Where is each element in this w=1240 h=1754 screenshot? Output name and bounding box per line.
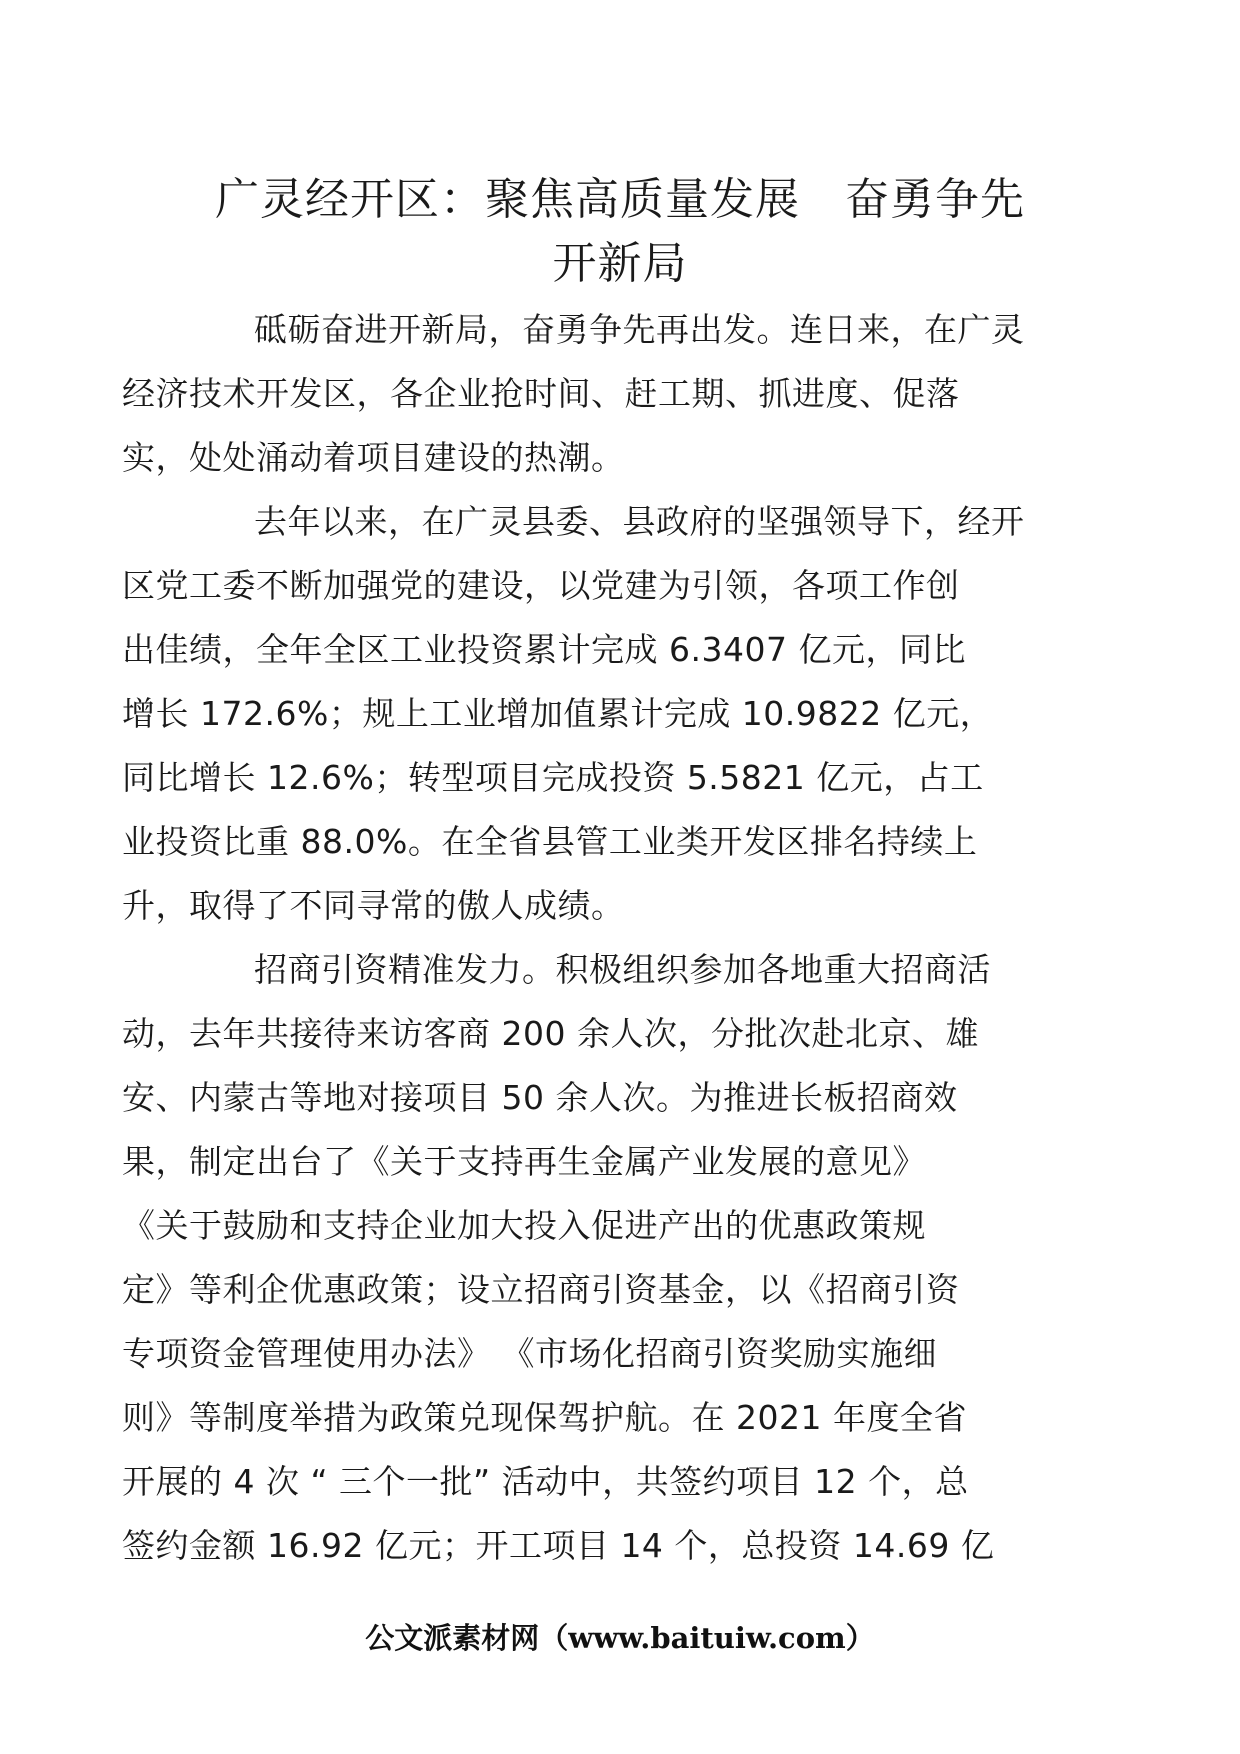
- title-line-1: 广灵经开区：聚焦高质量发展 奋勇争先: [215, 174, 1025, 225]
- body-paragraph: [122, 938, 1058, 1578]
- paragraph-line: 出佳绩，全年全区工业投资累计完成 6.3407 亿元，同比: [122, 630, 966, 669]
- body-paragraph: [122, 490, 1058, 938]
- paragraph-line: 去年以来，在广灵县委、县政府的坚强领导下，经开: [254, 502, 1025, 541]
- paragraph-line: 同比增长 12.6%；转型项目完成投资 5.5821 亿元，占工: [122, 758, 984, 797]
- body-paragraph: [122, 298, 1058, 490]
- paragraph-line: 区党工委不断加强党的建设，以党建为引领，各项工作创: [122, 566, 960, 605]
- paragraph-line: 安、内蒙古等地对接项目 50 余人次。为推进长板招商效: [122, 1078, 958, 1117]
- title-line-2: 开新局: [552, 238, 688, 289]
- paragraph-line: 定》等利企优惠政策；设立招商引资基金，以《招商引资: [122, 1270, 960, 1309]
- footer-watermark-text: 公文派素材网（www.baituiw.com）: [365, 1621, 875, 1655]
- paragraph-line: 果，制定出台了《关于支持再生金属产业发展的意见》: [122, 1142, 926, 1181]
- paragraph-line: 《关于鼓励和支持企业加大投入促进产出的优惠政策规: [122, 1206, 926, 1245]
- paragraph-line: 招商引资精准发力。积极组织参加各地重大招商活: [254, 950, 991, 989]
- document-title: [190, 168, 1050, 296]
- paragraph-line: 开展的 4 次 “ 三个一批” 活动中，共签约项目 12 个，总: [122, 1462, 969, 1501]
- paragraph-line: 经济技术开发区，各企业抢时间、赶工期、抓进度、促落: [122, 374, 960, 413]
- paragraph-line: 增长 172.6%；规上工业增加值累计完成 10.9822 亿元，: [122, 694, 994, 733]
- paragraph-line: 砥砺奋进开新局，奋勇争先再出发。连日来，在广灵: [254, 310, 1025, 349]
- document-body: [122, 298, 1058, 1578]
- paragraph-line: 动，去年共接待来访客商 200 余人次，分批次赴北京、雄: [122, 1014, 979, 1053]
- paragraph-line: 签约金额 16.92 亿元；开工项目 14 个，总投资 14.69 亿: [122, 1526, 995, 1565]
- paragraph-line: 实，处处涌动着项目建设的热潮。: [122, 438, 625, 477]
- paragraph-line: 业投资比重 88.0%。在全省县管工业类开发区排名持续上: [122, 822, 978, 861]
- paragraph-line: 升，取得了不同寻常的傲人成绩。: [122, 886, 625, 925]
- paragraph-line: 专项资金管理使用办法》 《市场化招商引资奖励实施细: [122, 1334, 937, 1373]
- paragraph-line: 则》等制度举措为政策兑现保驾护航。在 2021 年度全省: [122, 1398, 967, 1437]
